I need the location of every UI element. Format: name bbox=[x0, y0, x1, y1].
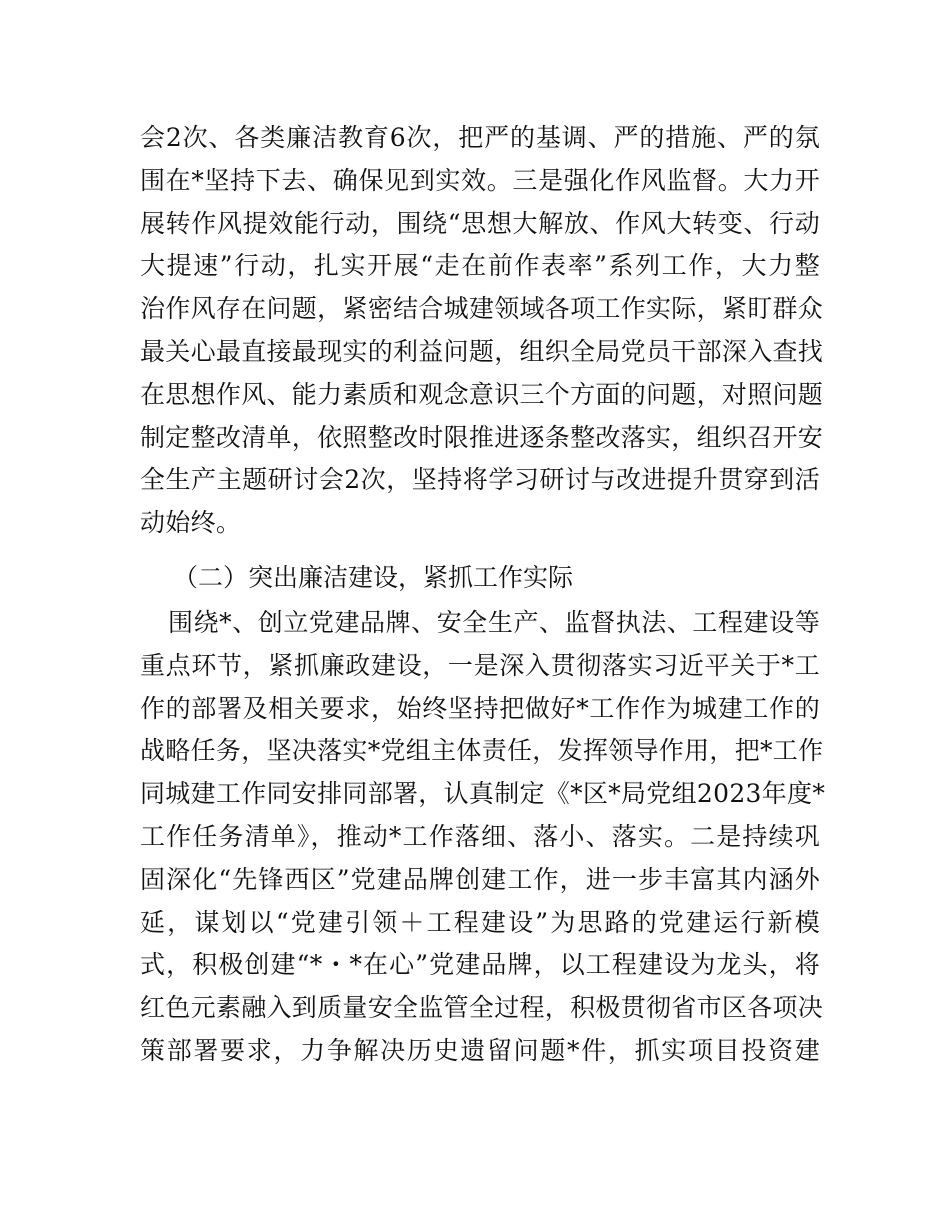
paragraph-2-line: 战略任务，坚决落实*党组主体责任，发挥领导作用，把*工作 bbox=[140, 736, 824, 766]
paragraph-2-line: 工作任务清单》，推动*工作落细、落小、落实。二是持续巩 bbox=[140, 821, 820, 851]
paragraph-2-line: 式，积极创建“*・*在心”党建品牌，以工程建设为龙头，将 bbox=[140, 950, 820, 980]
paragraph-2-line: 延，谋划以“党建引领＋工程建设”为思路的党建运行新模 bbox=[140, 907, 820, 937]
paragraph-1 bbox=[140, 117, 824, 545]
section-heading: （二）突出廉洁建设，紧抓工作实际 bbox=[173, 563, 574, 592]
paragraph-2-line: 策部署要求，力争解决历史遗留问题*件，抓实项目投资建 bbox=[140, 1035, 820, 1065]
paragraph-1-line: 治作风存在问题，紧密结合城建领域各项工作实际，紧盯群众 bbox=[140, 294, 824, 324]
paragraph-2-line: 围绕*、创立党建品牌、安全生产、监督执法、工程建设等 bbox=[168, 608, 820, 637]
paragraph-2-line: 同城建工作同安排同部署，认真制定《*区*局党组2023年度* bbox=[140, 779, 826, 809]
paragraph-2-line: 作的部署及相关要求，始终坚持把做好*工作作为城建工作的 bbox=[140, 693, 820, 723]
paragraph-2 bbox=[140, 602, 826, 1073]
paragraph-1-line: 会2次、各类廉洁教育6次，把严的基调、严的措施、严的氛 bbox=[140, 123, 820, 152]
paragraph-1-line: 动始终。 bbox=[140, 508, 242, 538]
paragraph-1-line: 最关心最直接最现实的利益问题，组织全局党员干部深入查找 bbox=[140, 336, 824, 366]
paragraph-1-line: 展转作风提效能行动，围绕“思想大解放、作风大转变、行动 bbox=[140, 208, 820, 238]
paragraph-1-line: 围在*坚持下去、确保见到实效。三是强化作风监督。大力开 bbox=[140, 165, 820, 195]
paragraph-1-line: 制定整改清单，依照整改时限推进逐条整改落实，组织召开安 bbox=[140, 422, 824, 452]
paragraph-2-line: 重点环节，紧抓廉政建设，一是深入贯彻落实习近平关于*工 bbox=[140, 650, 820, 680]
paragraph-2-line: 固深化“先锋西区”党建品牌创建工作，进一步丰富其内涵外 bbox=[140, 864, 820, 894]
paragraph-2-line: 红色元素融入到质量安全监管全过程，积极贯彻省市区各项决 bbox=[140, 993, 824, 1023]
paragraph-1-line: 大提速”行动，扎实开展“走在前作表率”系列工作，大力整 bbox=[140, 251, 820, 281]
paragraph-1-line: 全生产主题研讨会2次，坚持将学习研讨与改进提升贯穿到活 bbox=[140, 465, 820, 495]
paragraph-1-line: 在思想作风、能力素质和观念意识三个方面的问题，对照问题 bbox=[140, 379, 824, 409]
